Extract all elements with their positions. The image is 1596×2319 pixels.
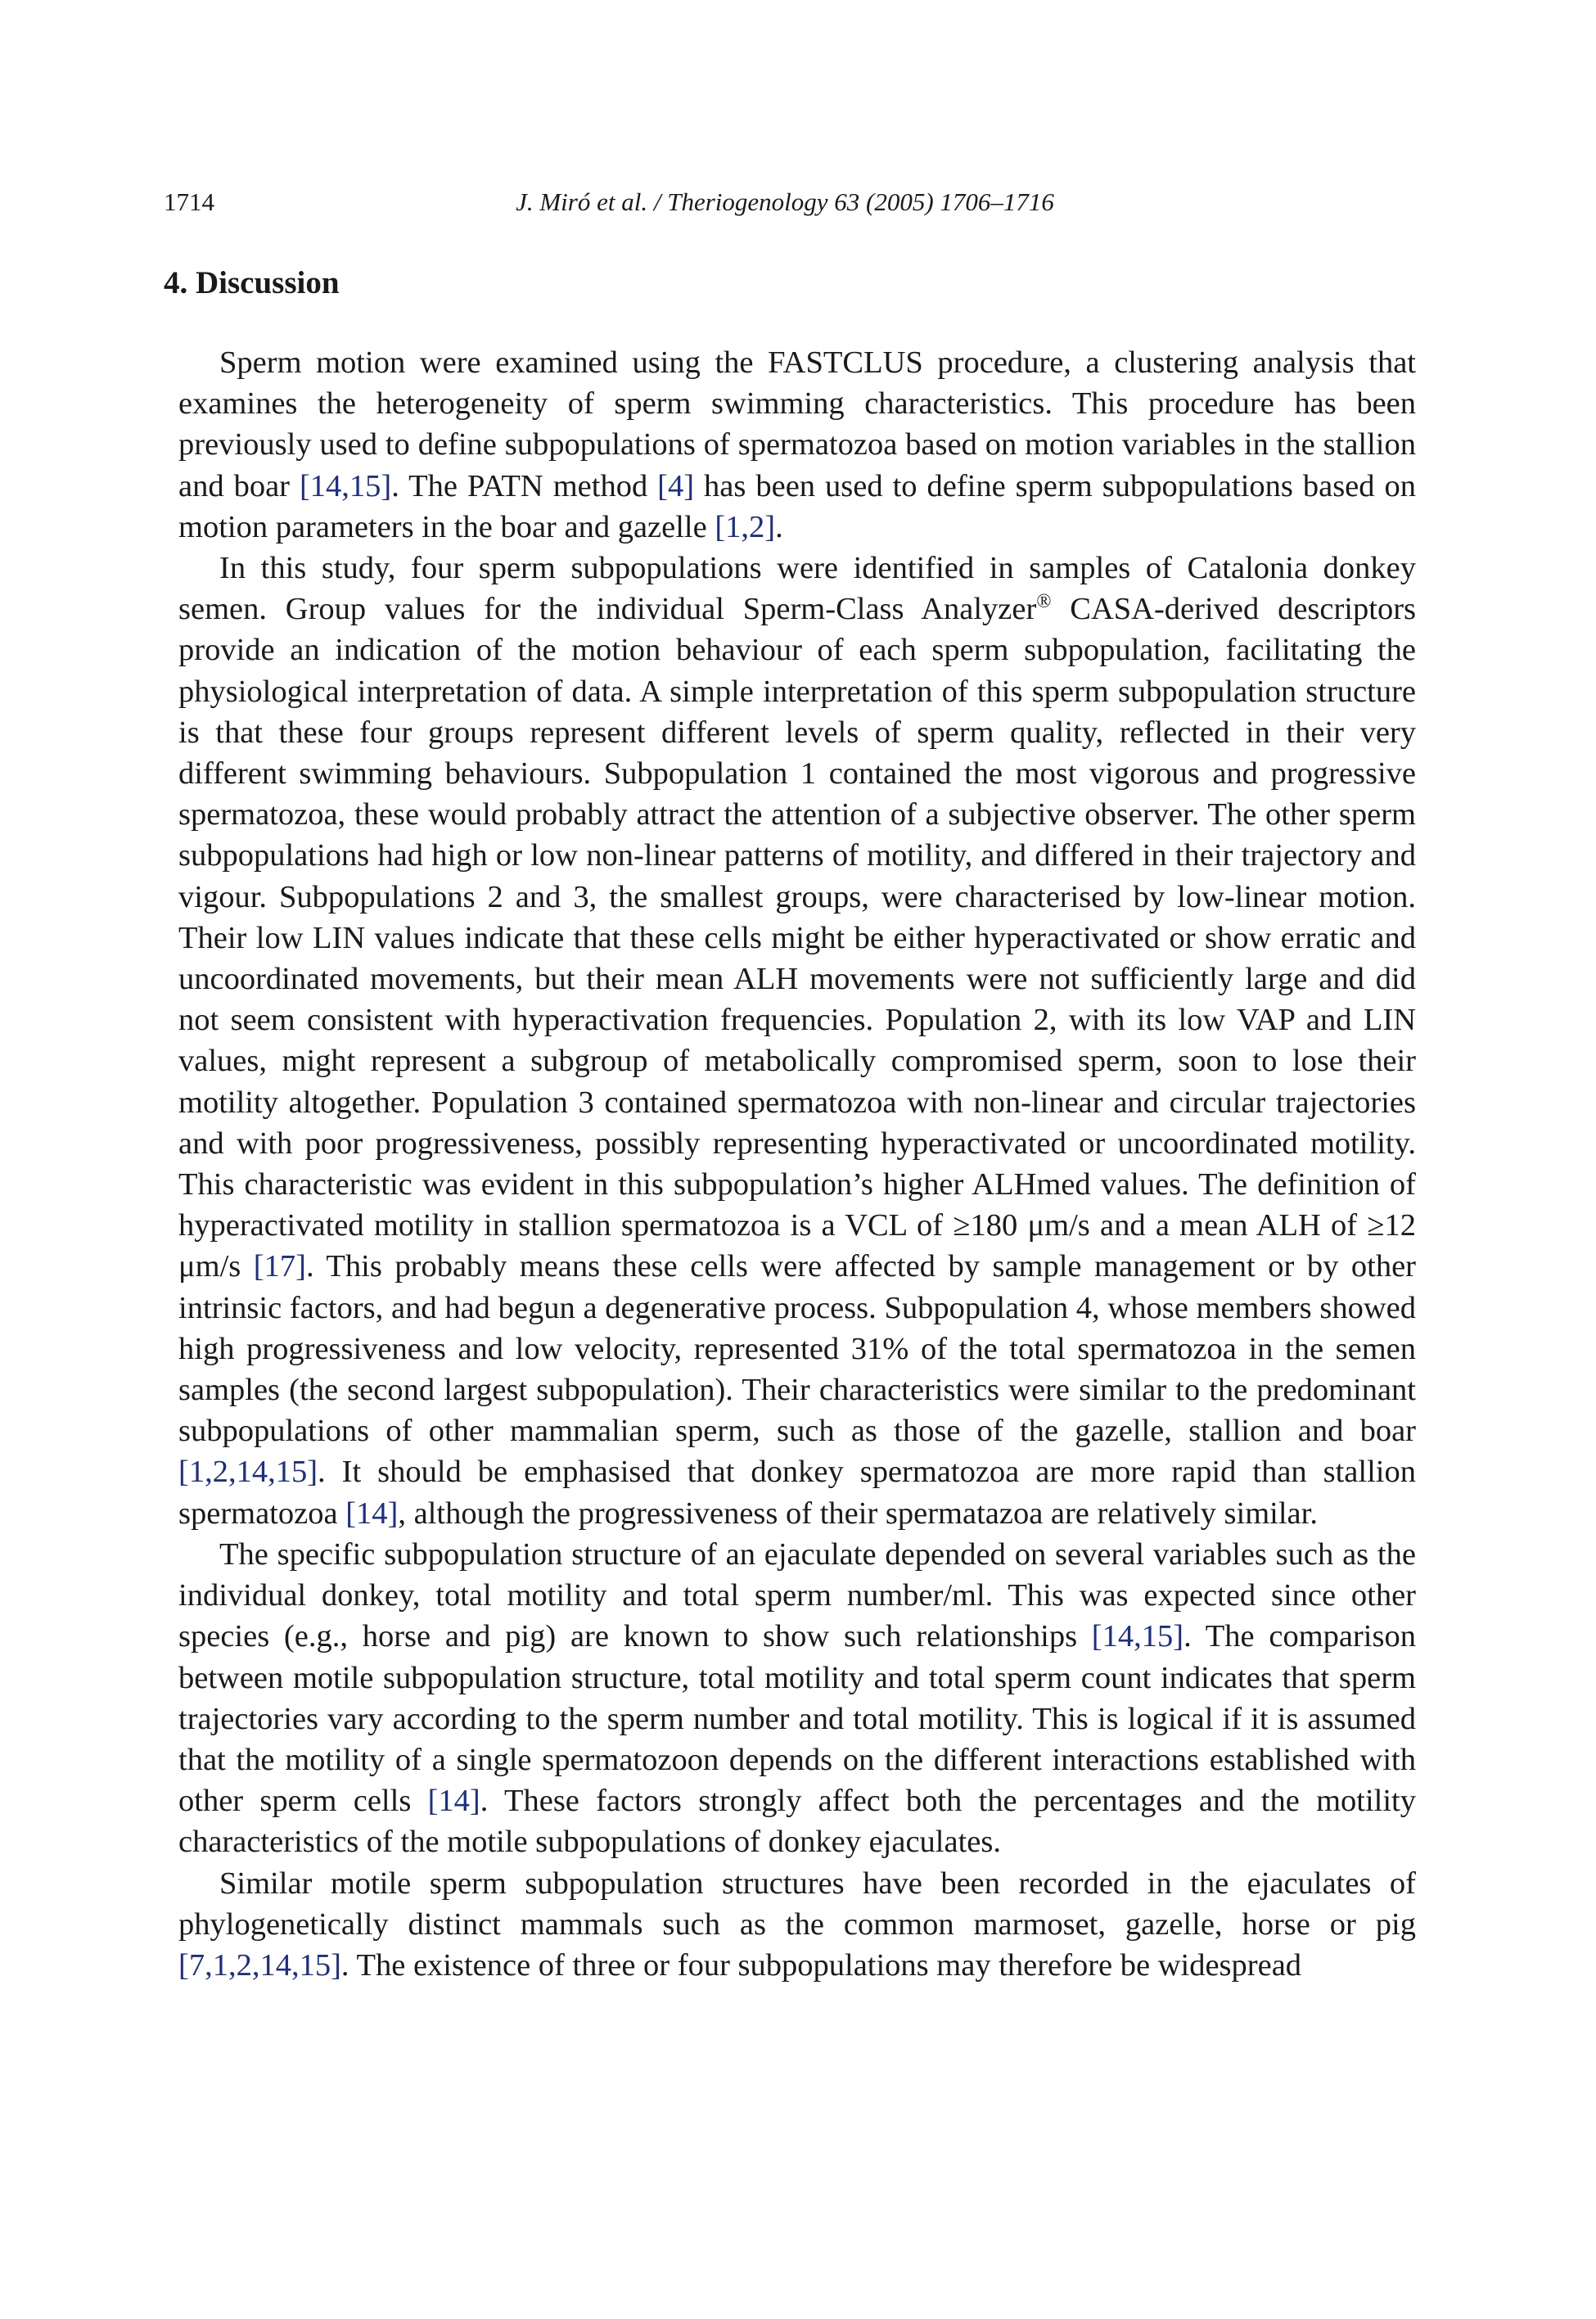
section-heading: 4. Discussion	[164, 265, 340, 300]
citation-link[interactable]: [17]	[253, 1249, 306, 1284]
text-run: Similar motile sperm subpopulation structures have been recorded in the ejaculates of phylogenetically distinct mammals such as the common marmoset, gazelle, horse or pig	[178, 1866, 1416, 1942]
body-paragraph	[178, 1863, 1416, 1987]
text-run: Sperm motion were examined using the FASTCLUS procedure, a clustering analysis that examines the heterogeneity of sperm swimming characteristics. This procedure has been previously used to define subpopulations of spermatozoa based on motion variables in the stallion and boar	[178, 345, 1416, 503]
citation-link[interactable]: [7,1,2,14,15]	[178, 1947, 341, 1983]
citation-link[interactable]: [4]	[657, 468, 695, 503]
text-run: , although the progressiveness of their spermatazoa are relatively similar.	[398, 1496, 1318, 1531]
text-run: . The PATN method	[391, 468, 658, 503]
text-run: . The existence of three or four subpopulations may therefore be widespread	[340, 1947, 1302, 1983]
citation-link[interactable]: [14]	[427, 1784, 480, 1819]
text-run: .	[775, 509, 783, 544]
body-paragraph	[178, 548, 1416, 1534]
text-run: . It should be emphasised that donkey spermatozoa are more rapid than stallion spermatozoa	[178, 1455, 1416, 1531]
text-run: CASA-derived descriptors provide an indication of the motion behaviour of each sperm subpopulation, facilitating the physiological interpretation of data. A simple interpretation of this sperm subpopulation structure is that these four groups represent different levels of sperm quality, reflected in their very different swimming behaviours. Subpopulation 1 contained the most vigorous and progressive spermatozoa, these would probably attract the attention of a subjective observer. The other sperm subpopulations had high or low non-linear patterns of motility, and differed in their trajectory and vigour. Subpopulations 2 and 3, the smallest groups, were characterised by low-linear motion. Their low LIN values indicate that these cells might be either hyperactivated or show erratic and uncoordinated movements, but their mean ALH movements were not sufficiently large and did not seem consistent with hyperactivation frequencies. Population 2, with its low VAP and LIN values, might represent a subgroup of metabolically compromised sperm, soon to lose their motility altogether. Population 3 contained spermatozoa with non-linear and circular trajectories and with poor progressiveness, possibly representing hyperactivated or uncoordinated motility. This characteristic was evident in this subpopulation’s higher ALHmed values. The definition of hyperactivated motility in stallion spermatozoa is a VCL of ≥180 μm/s and a mean ALH of ≥12 μm/s	[178, 592, 1417, 1284]
text-run: . This probably means these cells were affected by sample management or by other intrinsic factors, and had begun a degenerative process. Subpopulation 4, whose members showed high progressiveness and low velocity, represented 31% of the total spermatozoa in the semen samples (the second largest subpopulation). Their characteristics were similar to the predominant subpopulations of other mammalian sperm, such as those of the gazelle, stallion and boar	[178, 1249, 1416, 1449]
citation-link[interactable]: [14,15]	[299, 468, 392, 503]
page-number: 1714	[164, 187, 214, 216]
citation-link[interactable]: [1,2]	[715, 509, 776, 544]
text-run: . The comparison between motile subpopulation structure, total motility and total sperm count indicates that sperm trajectories vary according to the sperm number and total motility. This is logical if it is assumed that the motility of a single spermatozoon depends on the different interactions established with other sperm cells	[178, 1619, 1416, 1819]
text-run: In this study, four sperm subpopulations were identified in samples of Catalonia donkey semen. Group values for the individual Sperm-Class Analyzer	[178, 551, 1416, 627]
citation-link[interactable]: [14]	[345, 1496, 399, 1531]
text-run: has been used to define sperm subpopulations based on motion parameters in the boar and gazelle	[178, 468, 1416, 544]
journal-reference: J. Miró et al. / Theriogenology 63 (2005) 1706–1716	[516, 187, 1054, 216]
text-run: . These factors strongly affect both the percentages and the motility characteristics of the motile subpopulations of donkey ejaculates.	[178, 1784, 1416, 1860]
body-paragraph	[178, 1534, 1416, 1863]
running-head	[164, 182, 1406, 223]
text-run: The specific subpopulation structure of an ejaculate depended on several variables such as the individual donkey, total motility and total sperm number/ml. This was expected since other species (e.g., horse and pig) are known to show such relationships	[178, 1536, 1416, 1654]
citation-link[interactable]: [1,2,14,15]	[178, 1455, 318, 1490]
body-text	[178, 342, 1416, 1986]
body-paragraph	[178, 342, 1416, 548]
registered-trademark-symbol: ®	[1036, 591, 1052, 613]
citation-link[interactable]: [14,15]	[1091, 1619, 1184, 1654]
